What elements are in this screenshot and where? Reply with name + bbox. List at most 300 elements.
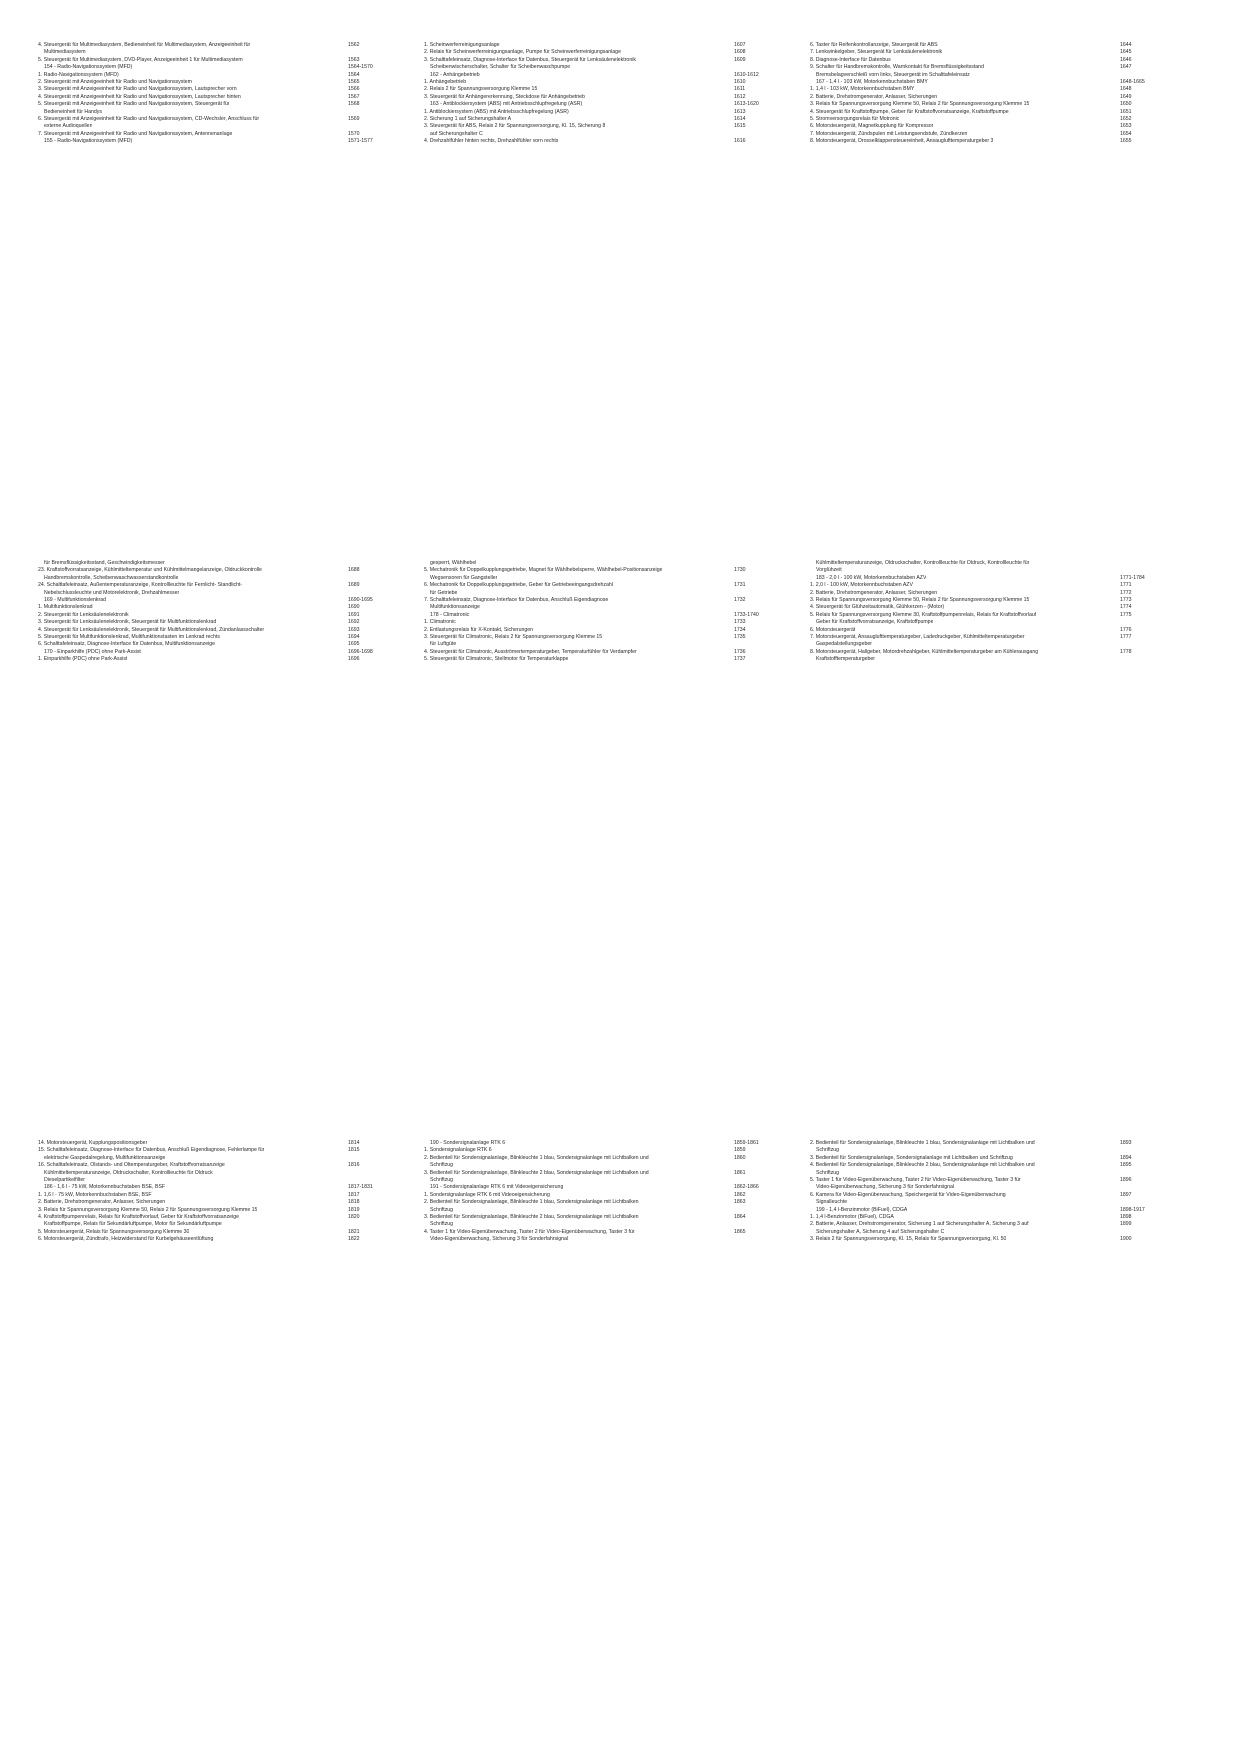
entry-page-number: 1893 xyxy=(1120,1140,1132,1146)
entry-page-number: 1730 xyxy=(734,567,746,574)
entry-page-number: 1896 xyxy=(1120,1176,1132,1183)
index-entry xyxy=(38,79,408,86)
entry-text: 2. Batterie, Anlasser, Drehstromgenerator, Sicherung 1 auf Sicherungshalter A, Sicherung 3 auf xyxy=(810,1221,1029,1228)
entry-text: Kühlmitteltemperaturanzeige, Öldruckschalter, Kontrollleuchte für Öldruck, Kontrollleuchte für xyxy=(816,560,1030,566)
entry-page-number: 1861 xyxy=(734,1169,746,1176)
index-entry xyxy=(424,138,794,145)
entry-text: 6. Steuergerät mit Anzeigeeinheit für Radio und Navigationssystem, CD-Wechsler, Anschluss für xyxy=(38,115,260,122)
entry-text: 1. 1,4 l - 103 kW, Motorkennbuchstaben BMY xyxy=(810,86,915,93)
index-entry xyxy=(38,131,408,138)
index-entry xyxy=(810,582,1180,589)
entry-text: 24. Schalttafeleinsatz, Außentemperaturanzeige, Kontrollleuchte für Fernlicht- Standlicht- xyxy=(38,582,243,589)
index-entry xyxy=(38,1236,408,1243)
index-entry xyxy=(424,656,794,663)
entry-text: 3. Schalttafeleinsatz, Diagnose-Interface für Datenbus, Steuergerät für Lenksäulenelektronik xyxy=(424,56,636,63)
entry-page-number: 1644 xyxy=(1120,42,1132,48)
entry-text: 3. Relais 2 für Spannungsversorgung, Kl. 15, Relais für Spannungsversorgung, Kl. 50 xyxy=(810,1236,1007,1243)
entry-page-number: 1862 xyxy=(734,1191,746,1198)
entry-page-number: 1611 xyxy=(734,86,746,93)
entry-page-number: 1568 xyxy=(348,101,360,108)
index-entry xyxy=(38,57,408,64)
entry-text: Video-Eigenüberwachung, Sicherung 3 für Sonderfahrsignal xyxy=(816,1184,955,1191)
index-entry xyxy=(38,627,408,634)
entry-page-number: 1898 xyxy=(1120,1213,1132,1220)
index-entry xyxy=(424,1155,794,1162)
entry-text: 2. Relais für Scheinwerferreinigungsanlage, Pumpe für Scheinwerferreinigungsanlage xyxy=(424,49,621,56)
entry-text: 3. Steuergerät für ABS, Relais 2 für Spannungsversorgung, Kl. 15, Sicherung 8 xyxy=(424,123,606,130)
entry-page-number: 1898-1917 xyxy=(1120,1206,1145,1213)
index-entry xyxy=(38,116,408,123)
index-entry xyxy=(38,1177,408,1184)
index-entry xyxy=(810,1155,1180,1162)
index-entry xyxy=(424,590,794,597)
entry-page-number: 1733 xyxy=(734,619,746,626)
entry-page-number: 1771 xyxy=(1120,582,1132,589)
entry-text: Schriftzug xyxy=(816,1147,840,1154)
index-entry xyxy=(424,109,794,116)
entry-page-number: 1773 xyxy=(1120,596,1132,603)
index-entry xyxy=(38,42,408,49)
index-entry xyxy=(810,109,1180,116)
entry-text: Vorglühzeit xyxy=(816,567,842,574)
entry-text: Geber für Kraftstoffvorratsanzeige, Kraftstoffpumpe xyxy=(816,619,934,626)
index-entry xyxy=(424,79,794,86)
entry-page-number: 1865 xyxy=(734,1228,746,1235)
entry-text: 5. Taster 1 für Video-Eigenüberwachung, Taster 2 für Video-Eigenüberwachung, Taster 3 für xyxy=(810,1176,1021,1183)
entry-page-number: 1648-1665 xyxy=(1120,78,1145,85)
entry-text: Kraftstoffpumpe, Relais für Sekundärluftpumpe, Motor für Sekundärluftpumpe xyxy=(44,1221,222,1228)
entry-text: 1. Sondersignalanlage RTK 6 xyxy=(424,1147,492,1154)
index-entry xyxy=(810,72,1180,79)
index-entry xyxy=(38,64,408,71)
entry-text: 5. Relais für Spannungsversorgung Klemme 30, Kraftstoffpumpenrelais, Relais für Kraftstoffvorlauf xyxy=(810,611,1037,618)
entry-page-number: 1731 xyxy=(734,582,746,589)
entry-text: 154 - Radio-Navigationssystem (MFD) xyxy=(44,64,133,71)
entry-text: 23. Kraftstoffvorratsanzeige, Kühlmitteltemperatur und Kühlmittelmangelanzeige, Öldruckkontrolle xyxy=(38,567,262,574)
entry-text: externe Audioquellen xyxy=(44,123,93,130)
entry-page-number: 1652 xyxy=(1120,115,1132,122)
index-entry xyxy=(810,1236,1180,1243)
entry-text: 186 - 1,6 l - 75 kW, Motorkennbuchstaben BSE, BSF xyxy=(44,1184,166,1191)
entry-page-number: 1569 xyxy=(348,115,360,122)
entry-page-number: 1564-1570 xyxy=(348,64,373,71)
entry-text: 1. 1,6 l - 75 kW, Motorkennbuchstaben BSE, BSF xyxy=(38,1191,152,1198)
index-entry xyxy=(38,101,408,108)
entry-page-number: 1693 xyxy=(348,626,360,633)
entry-text: 169 - Multifunktionslenkrad xyxy=(44,596,106,603)
entry-page-number: 1862-1866 xyxy=(734,1184,759,1191)
entry-text: Handbremskontrolle, Scheibenwaschwasserstandkontrolle xyxy=(44,574,179,581)
index-entry xyxy=(424,1199,794,1206)
entry-page-number: 1778 xyxy=(1120,648,1132,655)
entry-text: 16. Schalttafeleinsatz, Ölstands- und Öltemperaturgeber, Kraftstoffvorratsanzeige xyxy=(38,1162,225,1169)
entry-page-number: 1609 xyxy=(734,56,746,63)
entry-page-number: 1690 xyxy=(348,604,360,611)
index-entry xyxy=(38,94,408,101)
index-entry xyxy=(810,1177,1180,1184)
index-entry xyxy=(424,123,794,130)
entry-page-number: 1817-1831 xyxy=(348,1184,373,1191)
entry-page-number: 1650 xyxy=(1120,101,1132,108)
index-entry xyxy=(424,575,794,582)
entry-text: 6. Motorsteuergerät, Magnetkupplung für Kompressor xyxy=(810,123,934,130)
entry-text: 190 - Sondersignalanlage RTK 6 xyxy=(430,1140,506,1146)
entry-text: für Getriebe xyxy=(430,589,458,596)
entry-text: 2. Entlastungsrelais für X-Kontakt, Sicherungen xyxy=(424,626,533,633)
index-entry xyxy=(38,86,408,93)
entry-text: 7. Motorsteuergerät, Ansauglufttemperaturgeber, Ladedruckgeber, Kühlmitteltemperaturgeber xyxy=(810,633,1025,640)
entry-text: Schriftzug xyxy=(430,1176,454,1183)
entry-page-number: 1814 xyxy=(348,1140,360,1146)
index-entry xyxy=(424,116,794,123)
index-entry xyxy=(424,1184,794,1191)
entry-page-number: 1894 xyxy=(1120,1154,1132,1161)
entry-text: 1. 1,4 l-Benzinmotor (BiFuel), CDGA xyxy=(810,1213,894,1220)
index-entry xyxy=(424,64,794,71)
entry-page-number: 1645 xyxy=(1120,49,1132,56)
index-entry xyxy=(810,649,1180,656)
index-entry xyxy=(424,597,794,604)
entry-text: 4. Steuergerät für Kraftstoffpumpe, Geber für Kraftstoffvorratsanzeige, Kraftstoffpumpe xyxy=(810,108,1009,115)
entry-page-number: 1607 xyxy=(734,42,746,48)
index-entry xyxy=(424,619,794,626)
entry-page-number: 1815 xyxy=(348,1147,360,1154)
entry-page-number: 1613-1620 xyxy=(734,101,759,108)
index-entry xyxy=(424,641,794,648)
entry-text: 2. Bedienteil für Sondersignalanlage, Blinkleuchte 1 blau, Sondersignalanlage mit Lichtbalken xyxy=(424,1199,639,1206)
index-entry xyxy=(424,1170,794,1177)
entry-page-number: 1776 xyxy=(1120,626,1132,633)
entry-text: 2. Batterie, Drehstromgenerator, Anlasser, Sicherungen xyxy=(810,589,938,596)
index-entry xyxy=(810,94,1180,101)
entry-text: 4. Steuergerät für Glühzeitautomatik, Glühkerzen - (Motor) xyxy=(810,604,945,611)
entry-text: Multimediasystem xyxy=(44,49,86,56)
entry-page-number: 1613 xyxy=(734,108,746,115)
entry-page-number: 1564 xyxy=(348,71,360,78)
entry-text: Wegsensoren für Gangsteller xyxy=(430,574,498,581)
index-entry xyxy=(810,138,1180,145)
index-entry xyxy=(424,1221,794,1228)
entry-page-number: 1864 xyxy=(734,1213,746,1220)
entry-page-number: 1736 xyxy=(734,648,746,655)
entry-page-number: 1690-1695 xyxy=(348,596,373,603)
entry-page-number: 1692 xyxy=(348,619,360,626)
index-entry xyxy=(810,619,1180,626)
index-entry xyxy=(810,1170,1180,1177)
entry-page-number: 1648 xyxy=(1120,86,1132,93)
entry-text: 3. Relais für Spannungsversorgung Klemme 50, Relais 2 für Spannungsversorgung Klemme 15 xyxy=(38,1206,258,1213)
entry-page-number: 1737 xyxy=(734,656,746,663)
index-entry xyxy=(38,109,408,116)
entry-page-number: 1694 xyxy=(348,633,360,640)
index-entry xyxy=(424,1140,794,1147)
entry-text: 2. Batterie, Drehstromgenerator, Anlasser, Sicherungen xyxy=(810,93,938,100)
entry-page-number: 1895 xyxy=(1120,1162,1132,1169)
entry-text: 4. Steuergerät für Multimediasystem, Bedieneinheit für Multimediasystem, Anzeigeeinheit für xyxy=(38,42,251,48)
index-entry xyxy=(424,1229,794,1236)
entry-page-number: 1565 xyxy=(348,78,360,85)
entry-page-number: 1612 xyxy=(734,93,746,100)
index-entry xyxy=(424,101,794,108)
index-entry xyxy=(424,1177,794,1184)
entry-page-number: 1860 xyxy=(734,1154,746,1161)
index-entry xyxy=(38,649,408,656)
index-entry xyxy=(424,1162,794,1169)
entry-page-number: 1816 xyxy=(348,1162,360,1169)
entry-page-number: 1646 xyxy=(1120,56,1132,63)
entry-text: für Bremsflüssigkeitsstand, Geschwindigkeitsmesser xyxy=(44,560,165,566)
index-entry xyxy=(810,42,1180,49)
index-entry xyxy=(38,1199,408,1206)
entry-text: 199 - 1,4 l-Benzinmotor (BiFuel), CDGA xyxy=(816,1206,908,1213)
entry-page-number: 1608 xyxy=(734,49,746,56)
entry-text: 4. Steuergerät für Lenksäulenelektronik, Steuergerät für Multifunktionslenkrad, Zündanlassschalter xyxy=(38,626,265,633)
entry-text: 4. Steuergerät mit Anzeigeeinheit für Radio und Navigationssystem, Lautsprecher hinten xyxy=(38,93,241,100)
entry-page-number: 1616 xyxy=(734,138,746,145)
index-entry xyxy=(810,86,1180,93)
index-entry xyxy=(424,567,794,574)
entry-text: 5. Steuergerät mit Anzeigeeinheit für Radio und Navigationssystem, Steuergerät für xyxy=(38,101,230,108)
index-entry xyxy=(810,597,1180,604)
index-entry xyxy=(424,1192,794,1199)
index-entry xyxy=(424,94,794,101)
entry-text: 8. Motorsteuergerät, Hallgeber, Motordrehzahlgeber, Kühlmitteltemperaturgeber am Kühlerausgang xyxy=(810,648,1039,655)
index-entry xyxy=(424,42,794,49)
entry-page-number: 1822 xyxy=(348,1236,360,1243)
entry-text: 7. Steuergerät mit Anzeigeeinheit für Radio und Navigationssystem, Antennenanlage xyxy=(38,130,233,137)
entry-text: Schriftzug xyxy=(430,1162,454,1169)
entry-text: 9. Schalter für Handbremskontrolle, Warnkontakt für Bremsflüssigkeitsstand xyxy=(810,64,984,71)
index-entry xyxy=(810,49,1180,56)
entry-page-number: 1647 xyxy=(1120,64,1132,71)
entry-text: Dieselpartikelfilter xyxy=(44,1176,85,1183)
index-entry xyxy=(810,1199,1180,1206)
index-entry xyxy=(38,575,408,582)
entry-text: 15. Schalttafeleinsatz, Diagnose-Interface für Datenbus, Anschluß Eigendiagnose, Fehlerlampe für xyxy=(38,1147,265,1154)
index-entry xyxy=(810,1147,1180,1154)
index-column xyxy=(38,1140,408,1243)
index-entry xyxy=(38,634,408,641)
entry-text: 2. Bedienteil für Sondersignalanlage, Blinkleuchte 1 blau, Sondersignalanlage mit Lichtbalken und xyxy=(810,1140,1035,1146)
entry-text: 1. Antiblockiersystem (ABS) mit Antriebsschlupfregelung (ASR) xyxy=(424,108,569,115)
entry-page-number: 1653 xyxy=(1120,123,1132,130)
entry-page-number: 1771-1784 xyxy=(1120,574,1145,581)
entry-text: Nebelschlussleuchte und Motorelektronik, Drehzahlmesser xyxy=(44,589,180,596)
entry-page-number: 1655 xyxy=(1120,138,1132,145)
entry-page-number: 1772 xyxy=(1120,589,1132,596)
entry-page-number: 1562 xyxy=(348,42,360,48)
index-entry xyxy=(424,57,794,64)
entry-text: Multifunktionsanzeige xyxy=(430,604,480,611)
entry-text: Sicherungshalter A, Sicherung 4 auf Sicherungshalter C xyxy=(816,1228,945,1235)
index-entry xyxy=(810,1192,1180,1199)
entry-page-number: 1732 xyxy=(734,596,746,603)
index-entry xyxy=(424,612,794,619)
index-entry xyxy=(424,634,794,641)
entry-text: 162 - Anhängebetrieb xyxy=(430,71,480,78)
entry-text: 1. Multifunktionslenkrad xyxy=(38,604,93,611)
index-entry xyxy=(38,560,408,567)
entry-text: 163 - Antiblockiersystem (ABS) mit Antriebsschlupfregelung (ASR) xyxy=(430,101,583,108)
index-entry xyxy=(38,612,408,619)
entry-page-number: 1775 xyxy=(1120,611,1132,618)
index-column xyxy=(810,560,1180,663)
index-entry xyxy=(38,604,408,611)
entry-text: 183 - 2,0 l - 100 kW, Motorkennbuchstaben AZV xyxy=(816,574,927,581)
index-entry xyxy=(810,116,1180,123)
entry-page-number: 1571-1577 xyxy=(348,138,373,145)
index-column xyxy=(38,560,408,663)
entry-page-number: 1859-1861 xyxy=(734,1140,759,1146)
entry-text: 5. Motorsteuergerät, Relais für Spannungsversorgung Klemme 30 xyxy=(38,1228,190,1235)
entry-text: 8. Diagnose-Interface für Datenbus xyxy=(810,56,891,63)
index-entry xyxy=(810,1214,1180,1221)
entry-text: Schriftzug xyxy=(430,1206,454,1213)
index-entry xyxy=(810,656,1180,663)
entry-text: 191 - Sondersignalanlage RTK 6 mit Videoeigensicherung xyxy=(430,1184,564,1191)
entry-text: 3. Steuergerät mit Anzeigeeinheit für Radio und Navigationssystem, Lautsprecher vorn xyxy=(38,86,237,93)
index-entry xyxy=(424,1214,794,1221)
index-entry xyxy=(38,1170,408,1177)
entry-page-number: 1649 xyxy=(1120,93,1132,100)
index-entry xyxy=(38,1147,408,1154)
index-column xyxy=(424,1140,794,1243)
entry-text: 2. Bedienteil für Sondersignalanlage, Blinkleuchte 1 blau, Sondersignalanlage mit Lichtbalken und xyxy=(424,1154,649,1161)
entry-page-number: 1774 xyxy=(1120,604,1132,611)
index-entry xyxy=(38,656,408,663)
entry-text: 1. Einparkhilfe (PDC) ohne Park-Assist xyxy=(38,656,128,663)
entry-text: 6. Schalttafeleinsatz, Diagnose-Interface für Datenbus, Multifunktionsanzeige xyxy=(38,641,216,648)
entry-page-number: 1695 xyxy=(348,641,360,648)
index-entry xyxy=(38,1229,408,1236)
entry-text: 6. Kamera für Video-Eigenüberwachung, Speichergerät für Video-Eigenüberwachung xyxy=(810,1191,1006,1198)
entry-text: 167 - 1,4 l - 103 kW, Motorkennbuchstaben BMY xyxy=(816,78,928,85)
entry-text: 4. Taster 1 für Video-Eigenüberwachung, Taster 2 für Video-Eigenüberwachung, Taster 3 für xyxy=(424,1228,635,1235)
entry-page-number: 1566 xyxy=(348,86,360,93)
index-entry xyxy=(810,590,1180,597)
index-entry xyxy=(38,619,408,626)
index-entry xyxy=(810,1221,1180,1228)
entry-page-number: 1654 xyxy=(1120,130,1132,137)
index-entry xyxy=(424,560,794,567)
entry-page-number: 1733-1740 xyxy=(734,611,759,618)
entry-text: Kraftstofftemperaturgeber xyxy=(816,656,876,663)
entry-page-number: 1817 xyxy=(348,1191,360,1198)
index-entry xyxy=(424,49,794,56)
entry-text: 1. Anhängebetrieb xyxy=(424,78,467,85)
entry-text: 4. Bedienteil für Sondersignalanlage, Blinkleuchte 2 blau, Sondersignalanlage mit Lichtbalken und xyxy=(810,1162,1035,1169)
entry-page-number: 1615 xyxy=(734,123,746,130)
entry-page-number: 1651 xyxy=(1120,108,1132,115)
entry-page-number: 1696-1698 xyxy=(348,648,373,655)
index-entry xyxy=(810,641,1180,648)
index-entry xyxy=(38,49,408,56)
index-entry xyxy=(424,649,794,656)
entry-text: 14. Motorsteuergerät, Kupplungspositionsgeber xyxy=(38,1140,148,1146)
entry-text: Schriftzug xyxy=(430,1221,454,1228)
index-entry xyxy=(38,138,408,145)
index-entry xyxy=(38,582,408,589)
entry-text: 1. Radio-Navigationssystem (MFD) xyxy=(38,71,119,78)
entry-text: 170 - Einparkhilfe (PDC) ohne Park-Assist xyxy=(44,648,141,655)
entry-page-number: 1899 xyxy=(1120,1221,1132,1228)
entry-text: für Luftgüte xyxy=(430,641,457,648)
entry-text: 5. Mechatronik für Doppelkupplungsgetriebe, Magnet für Wählhebelsperre, Wählhebel-Positionsanzeige xyxy=(424,567,663,574)
index-entry xyxy=(38,1140,408,1147)
index-entry xyxy=(810,612,1180,619)
index-column xyxy=(810,1140,1180,1243)
index-entry xyxy=(424,1207,794,1214)
index-entry xyxy=(810,1207,1180,1214)
entry-page-number: 1734 xyxy=(734,626,746,633)
entry-text: 6. Mechatronik für Doppelkupplungsgetriebe, Geber für Getriebeeingangsdrehzahl xyxy=(424,582,613,589)
index-entry xyxy=(810,1140,1180,1147)
entry-page-number: 1610 xyxy=(734,78,746,85)
index-entry xyxy=(810,1229,1180,1236)
entry-text: 8. Motorsteuergerät, Drosselklappensteuereinheit, Ansauglufttemperaturgeber 3 xyxy=(810,138,994,145)
entry-text: Kühlmitteltemperaturanzeige, Öldruckschalter, Kontrollleuchte für Öldruck xyxy=(44,1169,213,1176)
index-entry xyxy=(810,123,1180,130)
entry-text: 1. Climatronic xyxy=(424,619,456,626)
entry-text: Schriftzug xyxy=(816,1169,840,1176)
entry-text: 1. Sondersignalanlage RTK 6 mit Videoeigensicherung xyxy=(424,1191,550,1198)
entry-text: 7. Lenkwinkelgeber, Steuergerät für Lenksäulenelektronik xyxy=(810,49,943,56)
index-entry xyxy=(810,560,1180,567)
entry-text: 4. Drehzahlfühler hinten rechts, Drehzahlfühler vorn rechts xyxy=(424,138,559,145)
entry-text: 3. Bedienteil für Sondersignalanlage, Sondersignalanlage mit Lichtbalken und Schriftzug xyxy=(810,1154,1013,1161)
entry-page-number: 1696 xyxy=(348,656,360,663)
index-entry xyxy=(38,1207,408,1214)
entry-page-number: 1563 xyxy=(348,56,360,63)
entry-text: 3. Relais für Spannungsversorgung Klemme 50, Relais 2 für Spannungsversorgung Klemme 15 xyxy=(810,596,1030,603)
entry-text: 178 - Climatronic xyxy=(430,611,470,618)
index-column xyxy=(424,42,794,145)
index-entry xyxy=(424,131,794,138)
index-entry xyxy=(810,604,1180,611)
index-entry xyxy=(810,575,1180,582)
entry-text: Bedieneinheit für Handys xyxy=(44,108,102,115)
index-entry xyxy=(424,72,794,79)
entry-text: 6. Taster für Reifenkontrollanzeige, Steuergerät für ABS xyxy=(810,42,938,48)
entry-text: 7. Schalttafeleinsatz, Diagnose-Interface für Datenbus, Anschluß Eigendiagnose xyxy=(424,596,609,603)
entry-text: 3. Bedienteil für Sondersignalanlage, Blinkleuchte 2 blau, Sondersignalanlage mit Lichtbalken xyxy=(424,1213,639,1220)
entry-page-number: 1614 xyxy=(734,115,746,122)
index-entry xyxy=(38,590,408,597)
entry-text: 6. Motorsteuergerät xyxy=(810,626,856,633)
index-entry xyxy=(810,79,1180,86)
entry-text: 2. Relais 2 für Spannungsversorgung Klemme 15 xyxy=(424,86,538,93)
index-entry xyxy=(38,1221,408,1228)
entry-page-number: 1819 xyxy=(348,1206,360,1213)
entry-text: 5. Steuergerät für Multimediasystem, DVD-Player, Anzeigeeinheit 1 für Multimediasystem xyxy=(38,56,243,63)
index-entry xyxy=(38,1214,408,1221)
index-entry xyxy=(38,72,408,79)
entry-text: 3. Steuergerät für Climatronic, Relais 2 für Spannungsversorgung Klemme 15 xyxy=(424,633,603,640)
entry-text: 1. 2,0 l - 100 kW, Motorkennbuchstaben AZV xyxy=(810,582,913,589)
entry-page-number: 1897 xyxy=(1120,1191,1132,1198)
entry-text: 1. Scheinwerferreinigungsanlage xyxy=(424,42,500,48)
entry-text: Signalleuchte xyxy=(816,1199,848,1206)
index-entry xyxy=(810,64,1180,71)
entry-page-number: 1689 xyxy=(348,582,360,589)
entry-text: 3. Steuergerät für Anhängererkennung, Steckdose für Anhängebetrieb xyxy=(424,93,585,100)
entry-text: 6. Motorsteuergerät, Zündtrafo, Heizwiderstand für Kurbelgehäuseentlüftung xyxy=(38,1236,214,1243)
entry-page-number: 1735 xyxy=(734,633,746,640)
index-entry xyxy=(38,123,408,130)
index-entry xyxy=(810,101,1180,108)
entry-page-number: 1821 xyxy=(348,1228,360,1235)
entry-text: Scheibenwischerschalter, Schalter für Scheibenwaschpumpe xyxy=(430,64,571,71)
